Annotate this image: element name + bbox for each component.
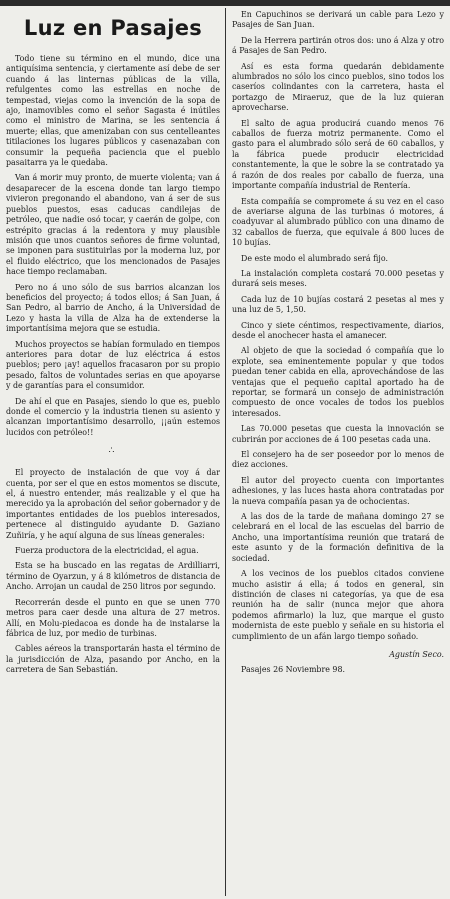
paragraph: Al objeto de que la sociedad ó compañía que lo explote, sea eminentemente popular y que todos puedan tener cabida en ella, aprovechándose de las ventajas que el pequeño capital aportado ha de reportar, se formará un consejo de administración compuesto de once vocales de todos los pueblos interesados. bbox=[232, 346, 444, 418]
paragraph: El salto de agua producirá cuando menos 76 caballos de fuerza motriz permanente. Como el gasto para el alumbrado sólo será de 60 caballos, y la fábrica puede producir electricidad constantemente, la que le sobre la se contratado ya á razón de dos reales por caballo de fuerza, una importante compañía industrial de Rentería. bbox=[232, 118, 444, 191]
paragraph: Así es esta forma quedarán debidamente alumbrados no sólo los cinco pueblos, sino todos los caseríos colindantes con la carretera, hasta el portazgo de Miraeruz, que de la luz quieran aprovecharse. bbox=[232, 61, 444, 113]
paragraph: De la Herrera partirán otros dos: uno á Alza y otro á Pasajes de San Pedro. bbox=[232, 35, 444, 56]
paragraph: Cables aéreos la transportarán hasta el término de la jurisdicción de Alza, pasando por Ancho, en la carretera de San Sebastián. bbox=[6, 644, 220, 675]
paragraph: Pero no á uno sólo de sus barrios alcanzan los beneficios del proyecto; á todos ellos; á San Juan, á San Pedro, al barrio de Ancho, á la Universidad de Lezo y hasta la villa de Alza ha de extenderse la importantísima mejora que se estudia. bbox=[6, 282, 220, 334]
paragraph: Cinco y siete céntimos, respectivamente, diarios, desde el anochecer hasta el amanecer. bbox=[232, 320, 444, 340]
paragraph: A las dos de la tarde de mañana domingo 27 se celebrará en el local de las escuelas del barrio de Ancho, una importantísima reunión que tratará de este asunto y de la formación definitiva de la sociedad. bbox=[232, 512, 444, 563]
paragraph: De ahí el que en Pasajes, siendo lo que es, pueblo donde el comercio y la industria tienen su asiento y alcanzan importantísimo desarrollo, ¡¡aún estemos lucidos con petróleo!! bbox=[6, 396, 220, 437]
paragraph: Muchos proyectos se habían formulado en tiempos anteriores para dotar de luz eléctrica á estos pueblos; pero ¡ay! aquellos fracasaron por su propio pesado, faltos de voluntades serias en que apoyarse y de garantías para el consumidor. bbox=[6, 339, 220, 391]
page-top-border bbox=[0, 0, 450, 6]
right-column bbox=[232, 10, 444, 895]
paragraph: Fuerza productora de la electricidad, el agua. bbox=[15, 546, 199, 556]
paragraph: En Capuchinos se derivará un cable para Lezo y Pasajes de San Juan. bbox=[232, 10, 444, 30]
paragraph: A los vecinos de los pueblos citados conviene mucho asistir á ella; á todos en general, sin distinción de clases ni categorías, ya que de esa reunión ha de salir (nunca mejor que ahora podemos afirmarlo) la luz, que marque el gusto modernista de este pueblo y señale en su historia el cumplimiento de un afán largo tiempo soñado. bbox=[232, 569, 444, 641]
paragraph: El proyecto de instalación de que voy á dar cuenta, por ser el que en estos momentos se discute, el, á nuestro entender, más realizable y el que ha merecido ya la aprobación del señor gobernador y de importantes entidades de los pueblos interesados, pertenece al distinguido ayudante D. Gaziano Zuñiría, y he aquí alguna de sus líneas generales: bbox=[6, 468, 220, 540]
paragraph: Esta compañía se compromete á su vez en el caso de averiarse alguna de las turbinas ó motores, á coadyuvar al alumbrado público con una dinamo de 32 caballos de fuerza, que equivale á 800 luces de 10 bujías. bbox=[232, 196, 444, 248]
paragraph: El autor del proyecto cuenta con importantes adhesiones, y las luces hasta ahora contratadas por la nueva compañía pasan ya de ochocientas. bbox=[232, 475, 444, 506]
paragraph: La instalación completa costará 70.000 pesetas y durará seis meses. bbox=[232, 268, 444, 289]
paragraph: Las 70.000 pesetas que cuesta la innovación se cubrirán por acciones de á 100 pesetas cada una. bbox=[232, 424, 444, 444]
column-divider bbox=[225, 8, 226, 896]
paragraph: Esta se ha buscado en las regatas de Ardilliarri, término de Oyarzun, y á 8 kilómetros de distancia de Ancho. Arrojan un caudal de 250 litros por segundo. bbox=[6, 561, 220, 592]
paragraph: Van á morir muy pronto, de muerte violenta; van á desaparecer de la escena donde tan largo tiempo vivieron pregonando el abandono, van á ser de sus pueblos puestos, esas caducas candilejas de petróleo, que nadie osó tocar, y caerán de golpe, con estrépito gracias á la redentora y muy plausible misión que unos cuantos señores de firme voluntad, se imponen para sustituirlas por la moderna luz, por el fluido eléctrico, que los mencionados de Pasajes hace tiempo reclamaban. bbox=[6, 173, 220, 277]
paragraph: El consejero ha de ser poseedor por lo menos de diez acciones. bbox=[232, 450, 444, 470]
paragraph: Recorrerán desde el punto en que se unen 770 metros para caer desde una altura de 27 metros. Allí, en Molu-piedacoa es donde ha de instalarse la fábrica de luz, por medio de turbinas. bbox=[6, 597, 220, 638]
author-signature: Agustín Seco. bbox=[389, 649, 444, 659]
paragraph: De este modo el alumbrado será fijo. bbox=[241, 253, 388, 263]
left-column bbox=[6, 10, 220, 895]
paragraph: Cada luz de 10 bujías costará 2 pesetas al mes y una luz de 5, 1,50. bbox=[232, 294, 444, 315]
section-ornament: ∴ bbox=[108, 446, 118, 457]
article-title: Luz en Pasajes bbox=[23, 16, 203, 40]
paragraph: Todo tiene su término en el mundo, dice una antiquísima sentencia, y ciertamente así debe de ser cuando á las linternas públicas de la villa, refulgentes como las estrellas en noche de tempestad, viejas como la invención de la sopa de ajo, inamovibles como el señor Sagasta é inútiles como el ministro de Marina, se les sentencia á muerte; ellas, que amenizaban con sus centelleantes titilaciones los lugares públicos y casenazaban con consumir la pequeña paciencia que el pueblo pasaitarra ya le quedaba. bbox=[6, 54, 220, 168]
dateline: Pasajes 26 Noviembre 98. bbox=[241, 665, 345, 675]
